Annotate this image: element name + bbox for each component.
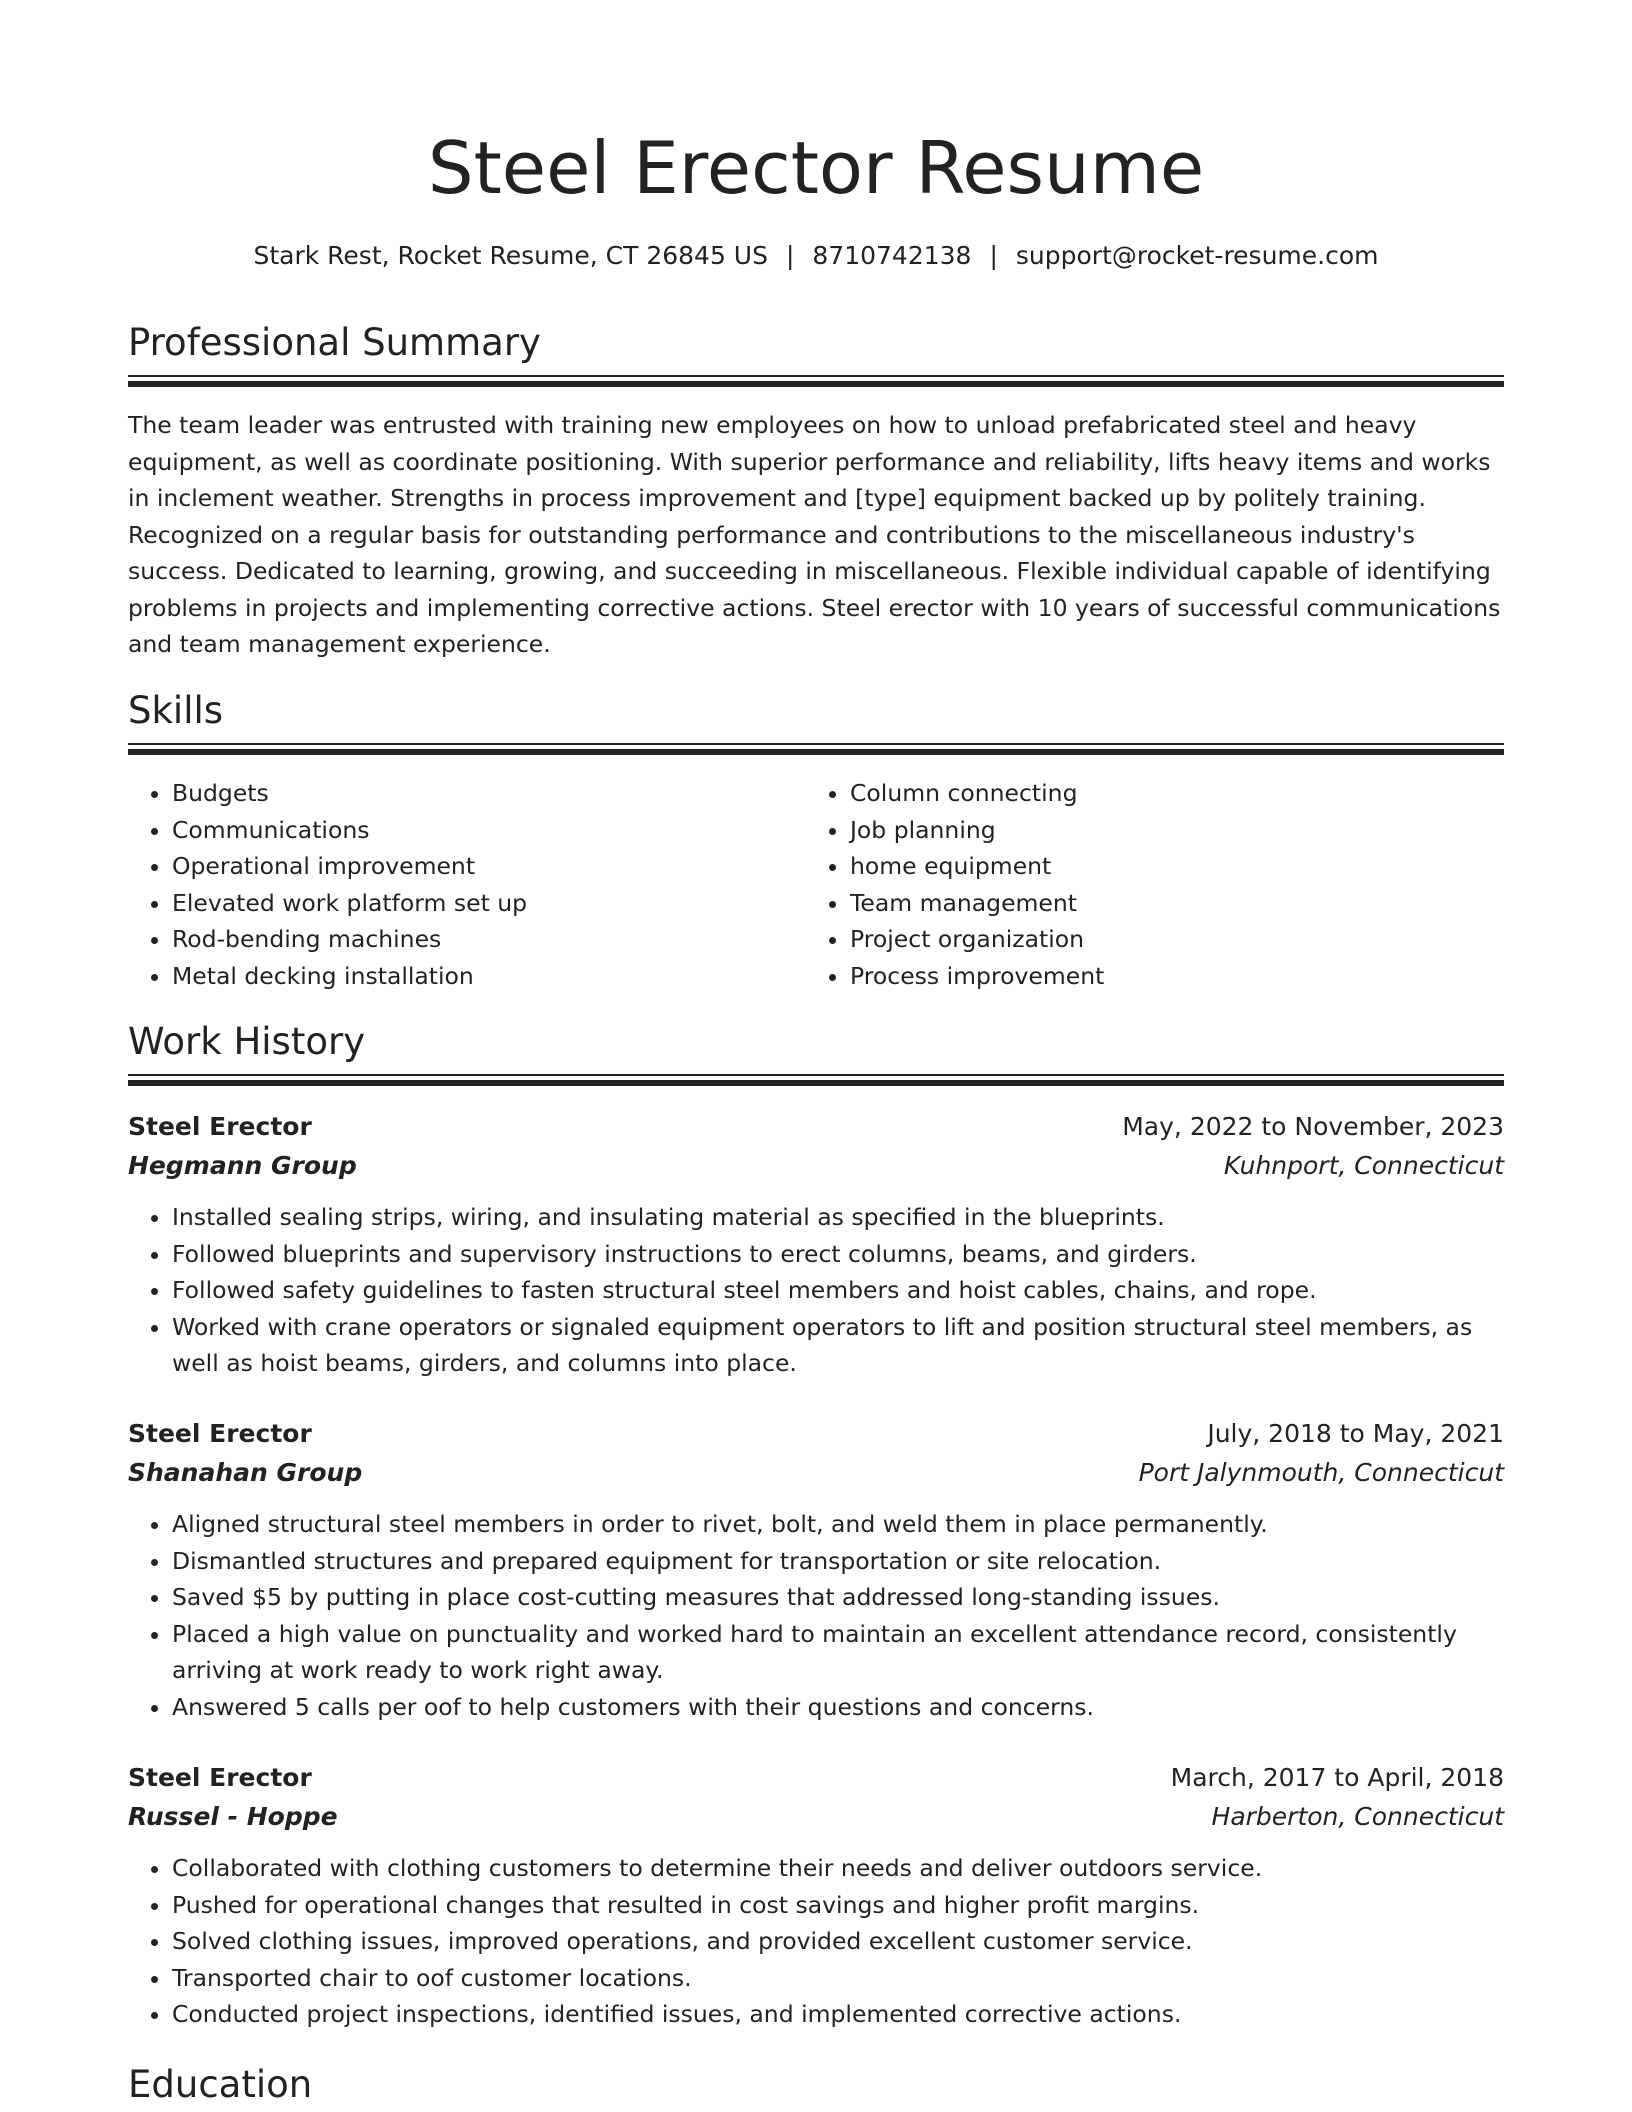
job-duties-list: [128, 1506, 1504, 1725]
section-divider: [128, 1074, 1504, 1086]
contact-separator: |: [989, 241, 998, 270]
skill-item: • Elevated work platform set up: [172, 885, 808, 922]
job-company-row: [128, 1146, 1504, 1185]
section-divider: [128, 743, 1504, 755]
contact-line: [128, 236, 1504, 276]
job-duty-item: • Followed safety guidelines to fasten structural steel members and hoist cables, chains, and rope.: [172, 1272, 1504, 1309]
job-location: Kuhnport, Connecticut: [1223, 1151, 1504, 1180]
job-title-row: [128, 1107, 1504, 1146]
job-duty-item: • Dismantled structures and prepared equipment for transportation or site relocation.: [172, 1543, 1504, 1580]
job-duty-item: • Pushed for operational changes that resulted in cost savings and higher profit margins.: [172, 1887, 1504, 1924]
skill-item: • Budgets: [172, 775, 808, 812]
summary-text: The team leader was entrusted with training new employees on how to unload prefabricated steel and heavy equipment, as well as coordinate positioning. With superior performance and reliability, lifts heavy items and works in inclement weather. Strengths in process improvement and [type] equipment backed up by politely training. Recognized on a regular basis for outstanding performance and contributions to the miscellaneous industry's success. Dedicated to learning, growing, and succeeding in miscellaneous. Flexible individual capable of identifying problems in projects and implementing corrective actions. Steel erector with 10 years of successful communications and team management experience.: [128, 411, 1501, 658]
job-duty-item: • Transported chair to oof customer locations.: [172, 1960, 1504, 1997]
job-title: Steel Erector: [128, 1419, 312, 1448]
job-duties-list: [128, 1199, 1504, 1382]
job-duty-item: • Answered 5 calls per oof to help customers with their questions and concerns.: [172, 1689, 1504, 1726]
job-dates: July, 2018 to May, 2021: [1207, 1419, 1504, 1448]
skill-item: • Operational improvement: [172, 848, 808, 885]
skills-heading: Skills: [128, 689, 224, 732]
job-company: Hegmann Group: [128, 1151, 357, 1180]
job-title: Steel Erector: [128, 1112, 312, 1141]
skills-column-right: [806, 775, 1486, 994]
job-dates: March, 2017 to April, 2018: [1170, 1763, 1504, 1792]
skill-item: • Project organization: [850, 921, 1486, 958]
job-company: Russel - Hoppe: [128, 1802, 338, 1831]
job-entry: [128, 1107, 1504, 1382]
skill-item: • Rod-bending machines: [172, 921, 808, 958]
job-duty-item: • Aligned structural steel members in order to rivet, bolt, and weld them in place permanently.: [172, 1506, 1504, 1543]
job-duty-item: • Followed blueprints and supervisory instructions to erect columns, beams, and girders.: [172, 1236, 1504, 1273]
job-title: Steel Erector: [128, 1763, 312, 1792]
job-title-row: [128, 1414, 1504, 1453]
job-entry: [128, 1758, 1504, 2033]
job-location: Port Jalynmouth, Connecticut: [1138, 1458, 1504, 1487]
skill-item: • Metal decking installation: [172, 958, 808, 995]
job-title-row: [128, 1758, 1504, 1797]
education-heading: Education: [128, 2063, 313, 2106]
skill-item: • Job planning: [850, 812, 1486, 849]
skill-item: • Team management: [850, 885, 1486, 922]
skill-item: • home equipment: [850, 848, 1486, 885]
job-company: Shanahan Group: [128, 1458, 363, 1487]
section-divider: [128, 375, 1504, 387]
skill-item: • Process improvement: [850, 958, 1486, 995]
job-duties-list: [128, 1850, 1504, 2033]
job-duty-item: • Solved clothing issues, improved operations, and provided excellent customer service.: [172, 1923, 1504, 1960]
skill-item: • Communications: [172, 812, 808, 849]
contact-phone: 8710742138: [812, 241, 972, 270]
job-entry: [128, 1414, 1504, 1725]
resume-title: Steel Erector Resume: [427, 126, 1205, 210]
job-duty-item: • Conducted project inspections, identified issues, and implemented corrective actions.: [172, 1996, 1504, 2033]
work-history-heading: Work History: [128, 1020, 366, 1063]
summary-heading: Professional Summary: [128, 321, 541, 364]
job-company-row: [128, 1797, 1504, 1836]
skill-item: • Column connecting: [850, 775, 1486, 812]
contact-separator: |: [785, 241, 795, 270]
job-duty-item: • Installed sealing strips, wiring, and insulating material as specified in the blueprints.: [172, 1199, 1504, 1236]
job-duty-item: • Placed a high value on punctuality and worked hard to maintain an excellent attendance record, consistently arriving at work ready to work right away.: [172, 1616, 1504, 1689]
contact-email: support@rocket-resume.com: [1015, 241, 1379, 270]
job-location: Harberton, Connecticut: [1211, 1802, 1504, 1831]
skills-column-left: [128, 775, 808, 994]
job-company-row: [128, 1453, 1504, 1492]
job-duty-item: • Worked with crane operators or signaled equipment operators to lift and position structural steel members, as well as hoist beams, girders, and columns into place.: [172, 1309, 1504, 1382]
job-duty-item: • Saved $5 by putting in place cost-cutting measures that addressed long-standing issues.: [172, 1579, 1504, 1616]
job-duty-item: • Collaborated with clothing customers to determine their needs and deliver outdoors service.: [172, 1850, 1504, 1887]
contact-address: Stark Rest, Rocket Resume, CT 26845 US: [253, 241, 768, 270]
job-dates: May, 2022 to November, 2023: [1122, 1112, 1504, 1141]
